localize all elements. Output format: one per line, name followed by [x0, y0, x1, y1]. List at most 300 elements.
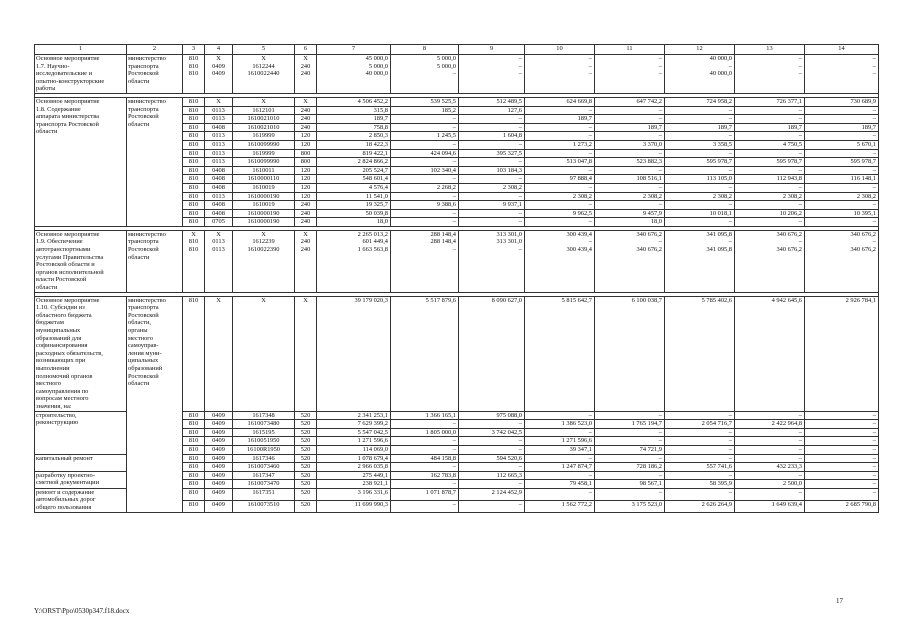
- cell-col-3: 810: [183, 183, 205, 192]
- cell-col-6: 240: [295, 106, 317, 115]
- cell-col-12: 595 978,7: [665, 158, 735, 167]
- cell-col-11: 3 175 523,0: [595, 500, 665, 512]
- page-number: 17: [836, 597, 843, 605]
- cell-col-13: –: [735, 149, 805, 158]
- cell-col-13: 432 233,3: [735, 463, 805, 472]
- cell-col-4: 0409: [205, 454, 233, 463]
- cell-col-4: 0408: [205, 201, 233, 210]
- cell-col-3: 810: [183, 218, 205, 227]
- cell-col-11: 98 567,1: [595, 480, 665, 489]
- cell-col-3: 810: [183, 132, 205, 141]
- cell-col-11: 108 516,1: [595, 175, 665, 184]
- cell-col-4: 0113: [205, 115, 233, 124]
- header-col-13: 13: [735, 45, 805, 55]
- cell-col-5: X 1612244 1610022440: [233, 55, 295, 94]
- cell-col-9: –: [459, 158, 525, 167]
- cell-col-13: –: [735, 166, 805, 175]
- cell-col-4: X 0113 0113: [205, 230, 233, 292]
- cell-col-5: 1610073510: [233, 500, 295, 512]
- cell-col-4: 0408: [205, 209, 233, 218]
- cell-col-8: 1 805 000,0: [391, 428, 459, 437]
- header-col-7: 7: [317, 45, 391, 55]
- cell-col-10: 79 458,1: [525, 480, 595, 489]
- cell-col-4: 0113: [205, 106, 233, 115]
- cell-col-5: 1610021010: [233, 123, 295, 132]
- cell-col-3: 810: [183, 209, 205, 218]
- cell-col-9: 112 665,3: [459, 471, 525, 480]
- cell-col-11: –: [595, 201, 665, 210]
- header-col-2: 2: [127, 45, 183, 55]
- cell-col-11: –: [595, 132, 665, 141]
- cell-col-11: 340 676,2 – 340 676,2: [595, 230, 665, 292]
- cell-col-6: 120: [295, 166, 317, 175]
- cell-col-14: –: [805, 183, 879, 192]
- cell-col-13: –: [735, 471, 805, 480]
- cell-col-10: –: [525, 123, 595, 132]
- cell-col-12: –: [665, 132, 735, 141]
- cell-col-14: –: [805, 115, 879, 124]
- cell-col-14: 2 926 784,1: [805, 296, 879, 411]
- cell-col-10: 9 962,5: [525, 209, 595, 218]
- cell-col-10: –: [525, 201, 595, 210]
- cell-col-11: 2 308,2: [595, 192, 665, 201]
- cell-col-4: 0408: [205, 175, 233, 184]
- cell-col-13: 4 942 645,6: [735, 296, 805, 411]
- cell-col-6: 520: [295, 420, 317, 429]
- cell-col-12: 2 626 264,9: [665, 500, 735, 512]
- cell-col-13: 1 649 639,4: [735, 500, 805, 512]
- cell-col-14: 340 676,2 – 340 676,2: [805, 230, 879, 292]
- subsidy-purpose: разработку проектно- сметной документации: [35, 471, 127, 488]
- cell-col-10: –: [525, 166, 595, 175]
- cell-col-7: 275 449,1: [317, 471, 391, 480]
- cell-col-3: 810: [183, 488, 205, 500]
- cell-col-3: 810: [183, 454, 205, 463]
- cell-col-3: 810: [183, 166, 205, 175]
- cell-col-14: –: [805, 445, 879, 454]
- cell-col-11: 3 370,0: [595, 140, 665, 149]
- cell-col-10: –: [525, 428, 595, 437]
- cell-col-14: – – –: [805, 55, 879, 94]
- cell-col-3: X 810 810: [183, 230, 205, 292]
- cell-col-9: 3 742 042,5: [459, 428, 525, 437]
- cell-col-11: 189,7: [595, 123, 665, 132]
- cell-col-7: 238 921,1: [317, 480, 391, 489]
- cell-col-12: –: [665, 428, 735, 437]
- cell-col-13: –: [735, 437, 805, 446]
- cell-col-11: –: [595, 428, 665, 437]
- table-row: [35, 55, 879, 94]
- cell-col-3: 810: [183, 463, 205, 472]
- cell-col-12: –: [665, 411, 735, 420]
- cell-col-3: 810: [183, 115, 205, 124]
- cell-col-3: 810 810 810: [183, 55, 205, 94]
- cell-col-5: 1610073470: [233, 480, 295, 489]
- cell-col-8: 102 340,4: [391, 166, 459, 175]
- cell-col-3: 810: [183, 445, 205, 454]
- cell-col-13: 340 676,2 – 340 676,2: [735, 230, 805, 292]
- cell-col-10: –: [525, 454, 595, 463]
- cell-col-11: –: [595, 437, 665, 446]
- cell-col-8: –: [391, 480, 459, 489]
- cell-col-5: 1610019: [233, 183, 295, 192]
- cell-col-3: 810: [183, 149, 205, 158]
- cell-col-6: 120: [295, 183, 317, 192]
- cell-col-8: 288 148,4 288 148,4 –: [391, 230, 459, 292]
- cell-col-8: 424 094,6: [391, 149, 459, 158]
- cell-col-7: 1 078 679,4: [317, 454, 391, 463]
- cell-col-12: 40 000,0 – 40 000,0: [665, 55, 735, 94]
- cell-col-14: –: [805, 437, 879, 446]
- cell-col-3: 810: [183, 192, 205, 201]
- cell-col-8: 185,2: [391, 106, 459, 115]
- cell-col-11: –: [595, 166, 665, 175]
- cell-col-7: 1 271 596,6: [317, 437, 391, 446]
- cell-col-9: –: [459, 445, 525, 454]
- cell-col-6: X: [295, 296, 317, 411]
- cell-col-7: 5 547 042,5: [317, 428, 391, 437]
- cell-col-8: –: [391, 445, 459, 454]
- measure-description: Основное мероприятие 1.8. Содержание аппарата министерства транспорта Ростовской области: [35, 97, 127, 226]
- cell-col-13: –: [735, 445, 805, 454]
- cell-col-6: 120: [295, 175, 317, 184]
- cell-col-8: –: [391, 158, 459, 167]
- cell-col-14: –: [805, 471, 879, 480]
- cell-col-4: 0409: [205, 420, 233, 429]
- cell-col-9: –: [459, 192, 525, 201]
- cell-col-9: –: [459, 175, 525, 184]
- cell-col-7: 114 069,0: [317, 445, 391, 454]
- cell-col-8: –: [391, 175, 459, 184]
- cell-col-12: –: [665, 445, 735, 454]
- cell-col-9: 2 308,2: [459, 183, 525, 192]
- cell-col-9: 9 937,1: [459, 201, 525, 210]
- cell-col-10: –: [525, 218, 595, 227]
- cell-col-12: –: [665, 149, 735, 158]
- cell-col-14: –: [805, 488, 879, 500]
- cell-col-3: 810: [183, 140, 205, 149]
- cell-col-12: 2 054 716,7: [665, 420, 735, 429]
- cell-col-9: 103 184,3: [459, 166, 525, 175]
- cell-col-12: –: [665, 183, 735, 192]
- cell-col-12: 113 105,0: [665, 175, 735, 184]
- cell-col-12: 341 095,8 – 341 095,8: [665, 230, 735, 292]
- header-col-1: 1: [35, 45, 127, 55]
- cell-col-4: 0409: [205, 428, 233, 437]
- cell-col-10: –: [525, 106, 595, 115]
- cell-col-10: –: [525, 411, 595, 420]
- cell-col-7: 4 576,4: [317, 183, 391, 192]
- cell-col-14: –: [805, 106, 879, 115]
- cell-col-10: 189,7: [525, 115, 595, 124]
- cell-col-6: 520: [295, 437, 317, 446]
- cell-col-8: 5 517 879,6: [391, 296, 459, 411]
- cell-col-13: 2 500,0: [735, 480, 805, 489]
- cell-col-14: 5 670,1: [805, 140, 879, 149]
- cell-col-13: – – –: [735, 55, 805, 94]
- cell-col-4: 0408: [205, 183, 233, 192]
- cell-col-8: –: [391, 140, 459, 149]
- cell-col-14: 595 978,7: [805, 158, 879, 167]
- cell-col-4: 0409: [205, 471, 233, 480]
- cell-col-9: –: [459, 115, 525, 124]
- cell-col-5: 1615195: [233, 428, 295, 437]
- cell-col-6: 800: [295, 158, 317, 167]
- cell-col-5: 1610073480: [233, 420, 295, 429]
- cell-col-10: – – –: [525, 55, 595, 94]
- cell-col-9: –: [459, 437, 525, 446]
- cell-col-7: 819 422,1: [317, 149, 391, 158]
- subsidy-purpose: капитальный ремонт: [35, 454, 127, 471]
- cell-col-11: – – –: [595, 55, 665, 94]
- cell-col-9: – – –: [459, 55, 525, 94]
- cell-col-5: 1610099990: [233, 158, 295, 167]
- cell-col-10: 513 047,8: [525, 158, 595, 167]
- cell-col-5: 1610073460: [233, 463, 295, 472]
- cell-col-13: 2 308,2: [735, 192, 805, 201]
- cell-col-8: 484 158,8: [391, 454, 459, 463]
- cell-col-11: –: [595, 488, 665, 500]
- cell-col-9: –: [459, 480, 525, 489]
- cell-col-6: 240: [295, 115, 317, 124]
- cell-col-14: –: [805, 428, 879, 437]
- cell-col-14: 2 308,2: [805, 192, 879, 201]
- subsidy-purpose: строительство, реконструкцию: [35, 411, 127, 454]
- cell-col-13: –: [735, 106, 805, 115]
- cell-col-4: 0409: [205, 463, 233, 472]
- cell-col-4: 0705: [205, 218, 233, 227]
- cell-col-8: –: [391, 115, 459, 124]
- cell-col-12: 3 358,5: [665, 140, 735, 149]
- cell-col-3: 810: [183, 471, 205, 480]
- cell-col-13: 2 422 964,8: [735, 420, 805, 429]
- cell-col-11: –: [595, 411, 665, 420]
- cell-col-7: 7 629 399,2: [317, 420, 391, 429]
- cell-col-12: –: [665, 201, 735, 210]
- cell-col-13: 4 750,5: [735, 140, 805, 149]
- cell-col-6: 240: [295, 201, 317, 210]
- cell-col-13: 112 943,8: [735, 175, 805, 184]
- cell-col-7: 39 179 020,3: [317, 296, 391, 411]
- cell-col-10: 1 271 596,6: [525, 437, 595, 446]
- cell-col-10: 39 347,1: [525, 445, 595, 454]
- cell-col-3: 810: [183, 201, 205, 210]
- cell-col-11: 523 882,3: [595, 158, 665, 167]
- file-path: Y:\ORST\Ppo\0530p347.f18.docx: [34, 607, 130, 615]
- cell-col-10: 624 669,8: [525, 97, 595, 106]
- cell-col-14: –: [805, 454, 879, 463]
- cell-col-12: –: [665, 488, 735, 500]
- cell-col-13: –: [735, 132, 805, 141]
- cell-col-7: 2 265 013,2 601 449,4 1 663 563,8: [317, 230, 391, 292]
- cell-col-10: 300 439,4 – 300 439,4: [525, 230, 595, 292]
- cell-col-9: –: [459, 218, 525, 227]
- cell-col-8: 1 071 878,7: [391, 488, 459, 500]
- cell-col-13: –: [735, 488, 805, 500]
- cell-col-10: –: [525, 471, 595, 480]
- cell-col-7: 11 699 990,3: [317, 500, 391, 512]
- cell-col-7: 19 325,7: [317, 201, 391, 210]
- cell-col-8: –: [391, 123, 459, 132]
- cell-col-10: –: [525, 488, 595, 500]
- cell-col-7: 315,8: [317, 106, 391, 115]
- table-row: [35, 296, 879, 411]
- cell-col-8: 539 525,5: [391, 97, 459, 106]
- cell-col-11: 9 457,9: [595, 209, 665, 218]
- table-body: [35, 55, 879, 513]
- cell-col-8: –: [391, 218, 459, 227]
- header-col-14: 14: [805, 45, 879, 55]
- cell-col-4: X: [205, 296, 233, 411]
- cell-col-4: 0113: [205, 192, 233, 201]
- cell-col-9: 2 124 452,9: [459, 488, 525, 500]
- cell-col-3: 810: [183, 428, 205, 437]
- header-col-11: 11: [595, 45, 665, 55]
- cell-col-3: 810: [183, 175, 205, 184]
- cell-col-6: 240: [295, 123, 317, 132]
- cell-col-5: 1610021010: [233, 115, 295, 124]
- cell-col-11: –: [595, 471, 665, 480]
- header-col-4: 4: [205, 45, 233, 55]
- cell-col-12: –: [665, 454, 735, 463]
- cell-col-14: –: [805, 218, 879, 227]
- cell-col-4: X: [205, 97, 233, 106]
- cell-col-5: 1610051950: [233, 437, 295, 446]
- cell-col-4: 0113: [205, 132, 233, 141]
- cell-col-10: –: [525, 149, 595, 158]
- cell-col-5: X: [233, 296, 295, 411]
- cell-col-8: –: [391, 209, 459, 218]
- cell-col-8: 2 268,2: [391, 183, 459, 192]
- cell-col-7: 2 966 035,8: [317, 463, 391, 472]
- header-row: [35, 45, 879, 55]
- cell-col-5: 1612101: [233, 106, 295, 115]
- cell-col-10: 1 247 874,7: [525, 463, 595, 472]
- cell-col-6: X: [295, 97, 317, 106]
- cell-col-6: 520: [295, 480, 317, 489]
- cell-col-5: 1610099990: [233, 140, 295, 149]
- cell-col-14: –: [805, 132, 879, 141]
- cell-col-6: 240: [295, 209, 317, 218]
- cell-col-12: 189,7: [665, 123, 735, 132]
- cell-col-12: 2 308,2: [665, 192, 735, 201]
- cell-col-11: 18,0: [595, 218, 665, 227]
- table-row: [35, 230, 879, 292]
- cell-col-5: 1619999: [233, 149, 295, 158]
- cell-col-7: 2 850,3: [317, 132, 391, 141]
- cell-col-6: 520: [295, 500, 317, 512]
- cell-col-5: 1610000190: [233, 192, 295, 201]
- cell-col-5: 1619999: [233, 132, 295, 141]
- cell-col-6: 120: [295, 192, 317, 201]
- cell-col-12: 58 395,9: [665, 480, 735, 489]
- cell-col-11: –: [595, 106, 665, 115]
- cell-col-8: –: [391, 463, 459, 472]
- budget-table-sheet: [34, 44, 876, 513]
- cell-col-11: 6 100 038,7: [595, 296, 665, 411]
- cell-col-9: –: [459, 140, 525, 149]
- cell-col-4: 0113: [205, 140, 233, 149]
- cell-col-7: 11 541,0: [317, 192, 391, 201]
- cell-col-8: 9 388,6: [391, 201, 459, 210]
- cell-col-12: –: [665, 218, 735, 227]
- cell-col-13: –: [735, 183, 805, 192]
- header-col-5: 5: [233, 45, 295, 55]
- cell-col-12: 10 018,1: [665, 209, 735, 218]
- cell-col-14: 10 395,1: [805, 209, 879, 218]
- cell-col-11: 1 765 194,7: [595, 420, 665, 429]
- cell-col-6: 120: [295, 132, 317, 141]
- cell-col-12: –: [665, 115, 735, 124]
- cell-col-9: 594 520,6: [459, 454, 525, 463]
- cell-col-10: –: [525, 183, 595, 192]
- cell-col-6: 520: [295, 471, 317, 480]
- cell-col-7: 189,7: [317, 115, 391, 124]
- cell-col-7: 3 196 331,6: [317, 488, 391, 500]
- header-col-8: 8: [391, 45, 459, 55]
- cell-col-9: 975 088,0: [459, 411, 525, 420]
- header-col-12: 12: [665, 45, 735, 55]
- cell-col-10: –: [525, 132, 595, 141]
- cell-col-12: –: [665, 437, 735, 446]
- cell-col-7: 45 000,0 5 000,0 40 000,0: [317, 55, 391, 94]
- cell-col-6: 240: [295, 218, 317, 227]
- cell-col-12: 724 958,2: [665, 97, 735, 106]
- cell-col-4: 0113: [205, 149, 233, 158]
- cell-col-6: 520: [295, 445, 317, 454]
- cell-col-10: 1 386 523,0: [525, 420, 595, 429]
- cell-col-13: –: [735, 115, 805, 124]
- cell-col-5: 1610000190: [233, 209, 295, 218]
- cell-col-5: 1617346: [233, 454, 295, 463]
- cell-col-7: 18,0: [317, 218, 391, 227]
- cell-col-7: 2 824 866,2: [317, 158, 391, 167]
- cell-col-7: 2 341 253,1: [317, 411, 391, 420]
- cell-col-11: –: [595, 149, 665, 158]
- cell-col-4: 0409: [205, 488, 233, 500]
- cell-col-13: 595 978,7: [735, 158, 805, 167]
- cell-col-14: –: [805, 411, 879, 420]
- cell-col-4: X 0409 0409: [205, 55, 233, 94]
- cell-col-7: 205 524,7: [317, 166, 391, 175]
- cell-col-6: 520: [295, 411, 317, 420]
- cell-col-9: 395 327,5: [459, 149, 525, 158]
- cell-col-14: –: [805, 166, 879, 175]
- cell-col-3: 810: [183, 437, 205, 446]
- cell-col-5: X: [233, 97, 295, 106]
- cell-col-5: 1617348: [233, 411, 295, 420]
- cell-col-9: –: [459, 500, 525, 512]
- cell-col-8: –: [391, 192, 459, 201]
- cell-col-10: 1 562 772,2: [525, 500, 595, 512]
- cell-col-4: 0409: [205, 437, 233, 446]
- cell-col-6: 800: [295, 149, 317, 158]
- cell-col-7: 758,8: [317, 123, 391, 132]
- subsidy-purpose: ремонт и содержание автомобильных дорог общего пользования: [35, 488, 127, 512]
- cell-col-14: 116 148,1: [805, 175, 879, 184]
- cell-col-5: 1617351: [233, 488, 295, 500]
- cell-col-4: 0113: [205, 158, 233, 167]
- cell-col-6: X 240 240: [295, 230, 317, 292]
- cell-col-9: –: [459, 463, 525, 472]
- cell-col-13: 189,7: [735, 123, 805, 132]
- header-col-9: 9: [459, 45, 525, 55]
- cell-col-14: 2 685 790,8: [805, 500, 879, 512]
- cell-col-6: 520: [295, 488, 317, 500]
- cell-col-12: 557 741,6: [665, 463, 735, 472]
- cell-col-9: –: [459, 123, 525, 132]
- cell-col-8: –: [391, 420, 459, 429]
